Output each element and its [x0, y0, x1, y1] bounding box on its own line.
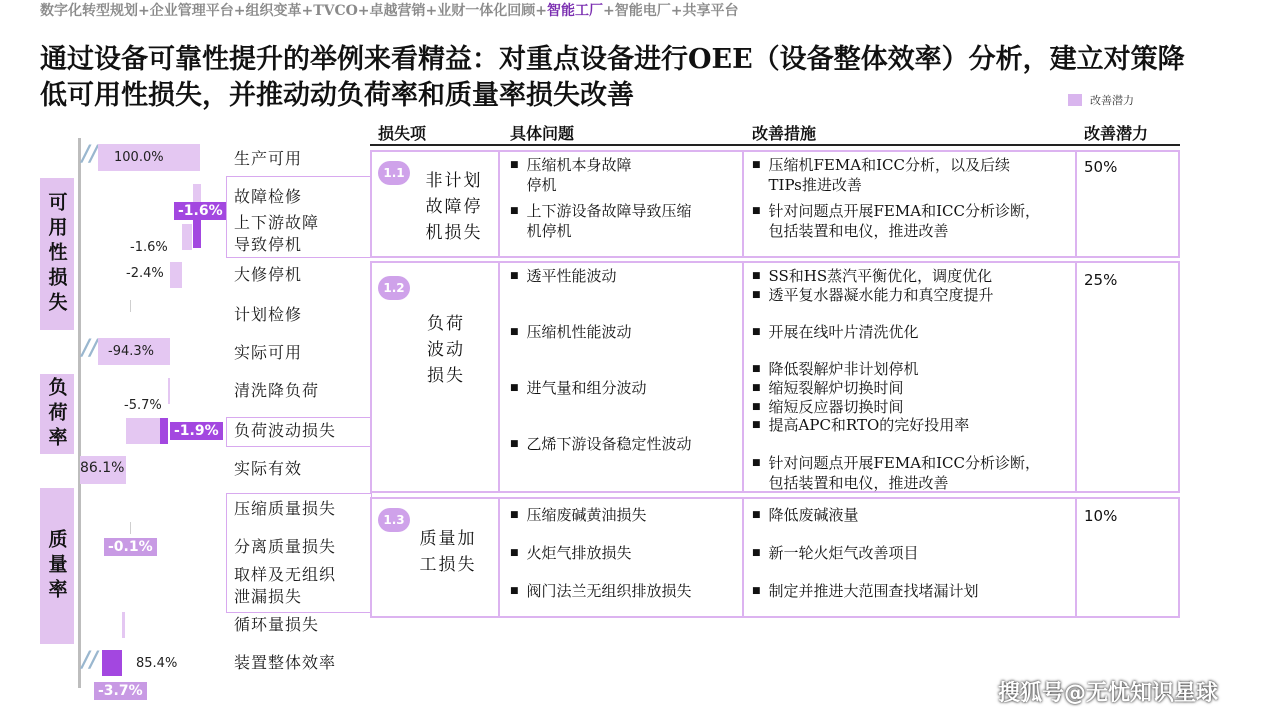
row-upstream-downtime-2: 导致停机: [234, 235, 303, 254]
section1-badge: 1.1: [378, 161, 410, 185]
text-line: 透平性能波动: [526, 267, 617, 285]
section3-loss-line: 质量加: [419, 529, 477, 549]
legend: [1068, 92, 1134, 108]
text-line: 提高APC和RTO的完好投用率: [768, 416, 970, 434]
section1-loss-line: 机损失: [425, 223, 483, 243]
text-line: 开展在线叶片清洗优化: [768, 323, 919, 341]
row-upstream-downtime-1: 上下游故障: [234, 213, 320, 232]
value-load-fluctuation-potential: -1.9%: [170, 422, 223, 440]
value-overall-efficiency-potential: -3.7%: [94, 682, 147, 700]
section3-problem-1: ■ 压缩废碱黄油损失: [510, 506, 647, 524]
row-production-available: 生产可用: [234, 149, 303, 168]
value-actual-available: -94.3%: [108, 344, 154, 359]
row-separation-quality: 分离质量损失: [234, 537, 337, 556]
section1-problem-1: ■ 压缩机本身故障 停机: [510, 156, 632, 194]
text-line: 包括装置和电仪，推进改善: [768, 474, 949, 492]
text-line: 透平复水器凝水能力和真空度提升: [768, 286, 994, 304]
bar-load-fluctuation-potential: [160, 418, 168, 444]
row-compression-quality: 压缩质量损失: [234, 499, 337, 518]
section3-separator-1: [498, 499, 500, 616]
row-fault-repair: 故障检修: [234, 187, 303, 206]
tick-planned-maintenance: [130, 300, 131, 312]
row-actual-effective: 实际有效: [234, 459, 303, 478]
value-overall-efficiency: 85.4%: [136, 656, 178, 671]
section1-separator-2: [742, 152, 744, 256]
row-sampling-leak-1: 取样及无组织: [234, 565, 337, 584]
section3-measure-1: ■ 降低废碱液量: [752, 506, 859, 524]
text-line: 缩短裂解炉切换时间: [768, 379, 904, 397]
tick-compression-quality: [130, 522, 131, 534]
section2-loss-line: 负荷: [427, 314, 465, 334]
section2-separator-3: [1075, 263, 1077, 491]
row-cleaning-load: 清洗降负荷: [234, 381, 320, 400]
bar-cleaning-load: [168, 378, 170, 404]
section2-potential: 25%: [1084, 271, 1118, 289]
bar-load-fluctuation: [126, 418, 160, 444]
breadcrumb-highlight: 智能工厂: [547, 3, 603, 19]
bar-fault-repair-potential: [193, 220, 201, 248]
text-line: 针对问题点开展FEMA和ICC分析诊断，: [768, 202, 1040, 220]
section2-badge: 1.2: [378, 276, 410, 300]
text-line: 压缩机性能波动: [526, 323, 632, 341]
text-line: 制定并推进大范围查找堵漏计划: [768, 582, 979, 600]
section3-separator-3: [1075, 499, 1077, 616]
row-sampling-leak-2: 泄漏损失: [234, 587, 303, 606]
section2-measure-4: ■ 降低裂解炉非计划停机: [752, 360, 919, 378]
section2-loss: [410, 311, 482, 389]
text-line: 阀门法兰无组织排放损失: [526, 582, 692, 600]
bar-overall-efficiency-potential: [102, 650, 122, 676]
breadcrumb-part2: +智能电厂+共享平台: [603, 3, 739, 19]
section3-loss-line: 工损失: [419, 555, 477, 575]
text-line: 降低废碱液量: [768, 506, 859, 524]
section2-measure-3: ■ 开展在线叶片清洗优化: [752, 323, 919, 341]
section2-loss-line: 损失: [427, 366, 465, 386]
value-overhaul: -2.4%: [126, 266, 164, 281]
section2-measure-8: ■ 针对问题点开展FEMA和ICC分析诊断， 包括装置和电仪，推进改善: [752, 454, 1040, 492]
value-separation-quality: -0.1%: [104, 538, 157, 556]
breadcrumb: [40, 0, 940, 22]
text-line: 降低裂解炉非计划停机: [768, 360, 919, 378]
category-load: 负荷率: [40, 374, 74, 454]
text-line: 针对问题点开展FEMA和ICC分析诊断，: [768, 454, 1040, 472]
section1-potential: 50%: [1084, 158, 1118, 176]
row-planned-maintenance: 计划检修: [234, 305, 303, 324]
text-line: 上下游设备故障导致压缩: [526, 202, 692, 220]
text-line: 乙烯下游设备稳定性波动: [526, 435, 692, 453]
text-line: 压缩机本身故障: [526, 156, 632, 174]
section3-potential: 10%: [1084, 507, 1118, 525]
section2-measure-1: ■ SS和HS蒸汽平衡优化，调度优化: [752, 267, 993, 285]
value-upstream-downtime: -1.6%: [130, 240, 168, 255]
section3-measure-3: ■ 制定并推进大范围查找堵漏计划: [752, 582, 979, 600]
section2-problem-4: ■ 乙烯下游设备稳定性波动: [510, 435, 692, 453]
section1-separator-1: [498, 152, 500, 256]
value-cleaning-load: -5.7%: [124, 398, 162, 413]
text-line: 新一轮火炬气改善项目: [768, 544, 919, 562]
text-line: TIPs推进改善: [768, 176, 862, 194]
axis-break-icon-3: //: [82, 648, 99, 673]
axis-break-icon: //: [82, 142, 99, 167]
section3-measure-2: ■ 新一轮火炬气改善项目: [752, 544, 919, 562]
page-title: 通过设备可靠性提升的举例来看精益：对重点设备进行OEE（设备整体效率）分析，建立对策降低可用性损失，并推动动负荷率和质量率损失改善: [40, 44, 1185, 111]
waterfall-axis: [78, 138, 81, 688]
section1-separator-3: [1075, 152, 1077, 256]
section1-problem-2: ■ 上下游设备故障导致压缩 机停机: [510, 202, 692, 240]
section2-problem-1: ■ 透平性能波动: [510, 267, 617, 285]
section3-loss: [410, 526, 486, 578]
value-actual-effective: 86.1%: [80, 460, 125, 476]
section2-separator-1: [498, 263, 500, 491]
header-loss-item: 损失项: [378, 124, 427, 143]
value-production-available: 100.0%: [114, 150, 164, 165]
bar-upstream-downtime: [182, 224, 192, 250]
section2-loss-line: 波动: [427, 340, 465, 360]
category-quality: 质量率: [40, 488, 74, 644]
text-line: SS和HS蒸汽平衡优化，调度优化: [768, 267, 993, 285]
section2-problem-3: ■ 进气量和组分波动: [510, 379, 647, 397]
section3-problem-2: ■ 火炬气排放损失: [510, 544, 632, 562]
axis-break-icon-2: //: [82, 336, 99, 361]
legend-swatch: [1068, 94, 1082, 106]
row-overall-efficiency: 装置整体效率: [234, 653, 337, 672]
section2-measure-5: ■ 缩短裂解炉切换时间: [752, 379, 904, 397]
text-line: 进气量和组分波动: [526, 379, 647, 397]
watermark: 搜狐号@无忧知识星球: [998, 681, 1219, 706]
header-divider: [370, 144, 1180, 146]
header-potential: 改善潜力: [1084, 124, 1149, 143]
text-line: 压缩废碱黄油损失: [526, 506, 647, 524]
text-line: 缩短反应器切换时间: [768, 398, 904, 416]
bar-circulation-loss: [122, 612, 125, 638]
bar-overhaul: [170, 262, 182, 288]
row-circulation-loss: 循环量损失: [234, 615, 320, 634]
section2-measure-6: ■ 缩短反应器切换时间: [752, 398, 904, 416]
section2-problem-2: ■ 压缩机性能波动: [510, 323, 632, 341]
header-problem: 具体问题: [510, 124, 575, 143]
section2-measure-7: ■ 提高APC和RTO的完好投用率: [752, 416, 970, 434]
row-actual-available: 实际可用: [234, 343, 303, 362]
section3-separator-2: [742, 499, 744, 616]
text-line: 停机: [526, 176, 557, 194]
section1-measure-1: ■ 压缩机FEMA和ICC分析，以及后续 TIPs推进改善: [752, 156, 1010, 194]
row-overhaul: 大修停机: [234, 265, 303, 284]
section3-badge: 1.3: [378, 508, 410, 532]
section2-separator-2: [742, 263, 744, 491]
section1-loss: [416, 168, 492, 246]
category-availability: 可用性损失: [40, 178, 74, 330]
text-line: 火炬气排放损失: [526, 544, 632, 562]
breadcrumb-part1: 数字化转型规划+企业管理平台+组织变革+TVCO+卓越营销+业财一体化回顾+: [40, 3, 547, 19]
section2-measure-2: ■ 透平复水器凝水能力和真空度提升: [752, 286, 994, 304]
header-measure: 改善措施: [752, 124, 817, 143]
section1-loss-line: 非计划: [425, 171, 483, 191]
text-line: 机停机: [526, 222, 572, 240]
value-fault-repair-potential: -1.6%: [174, 202, 227, 220]
text-line: 包括装置和电仪，推进改善: [768, 222, 949, 240]
row-load-fluctuation: 负荷波动损失: [234, 421, 337, 440]
section1-loss-line: 故障停: [425, 197, 483, 217]
text-line: 压缩机FEMA和ICC分析，以及后续: [768, 156, 1010, 174]
section1-measure-2: ■ 针对问题点开展FEMA和ICC分析诊断， 包括装置和电仪，推进改善: [752, 202, 1040, 240]
legend-label: 改善潜力: [1090, 94, 1134, 107]
section3-problem-3: ■ 阀门法兰无组织排放损失: [510, 582, 692, 600]
